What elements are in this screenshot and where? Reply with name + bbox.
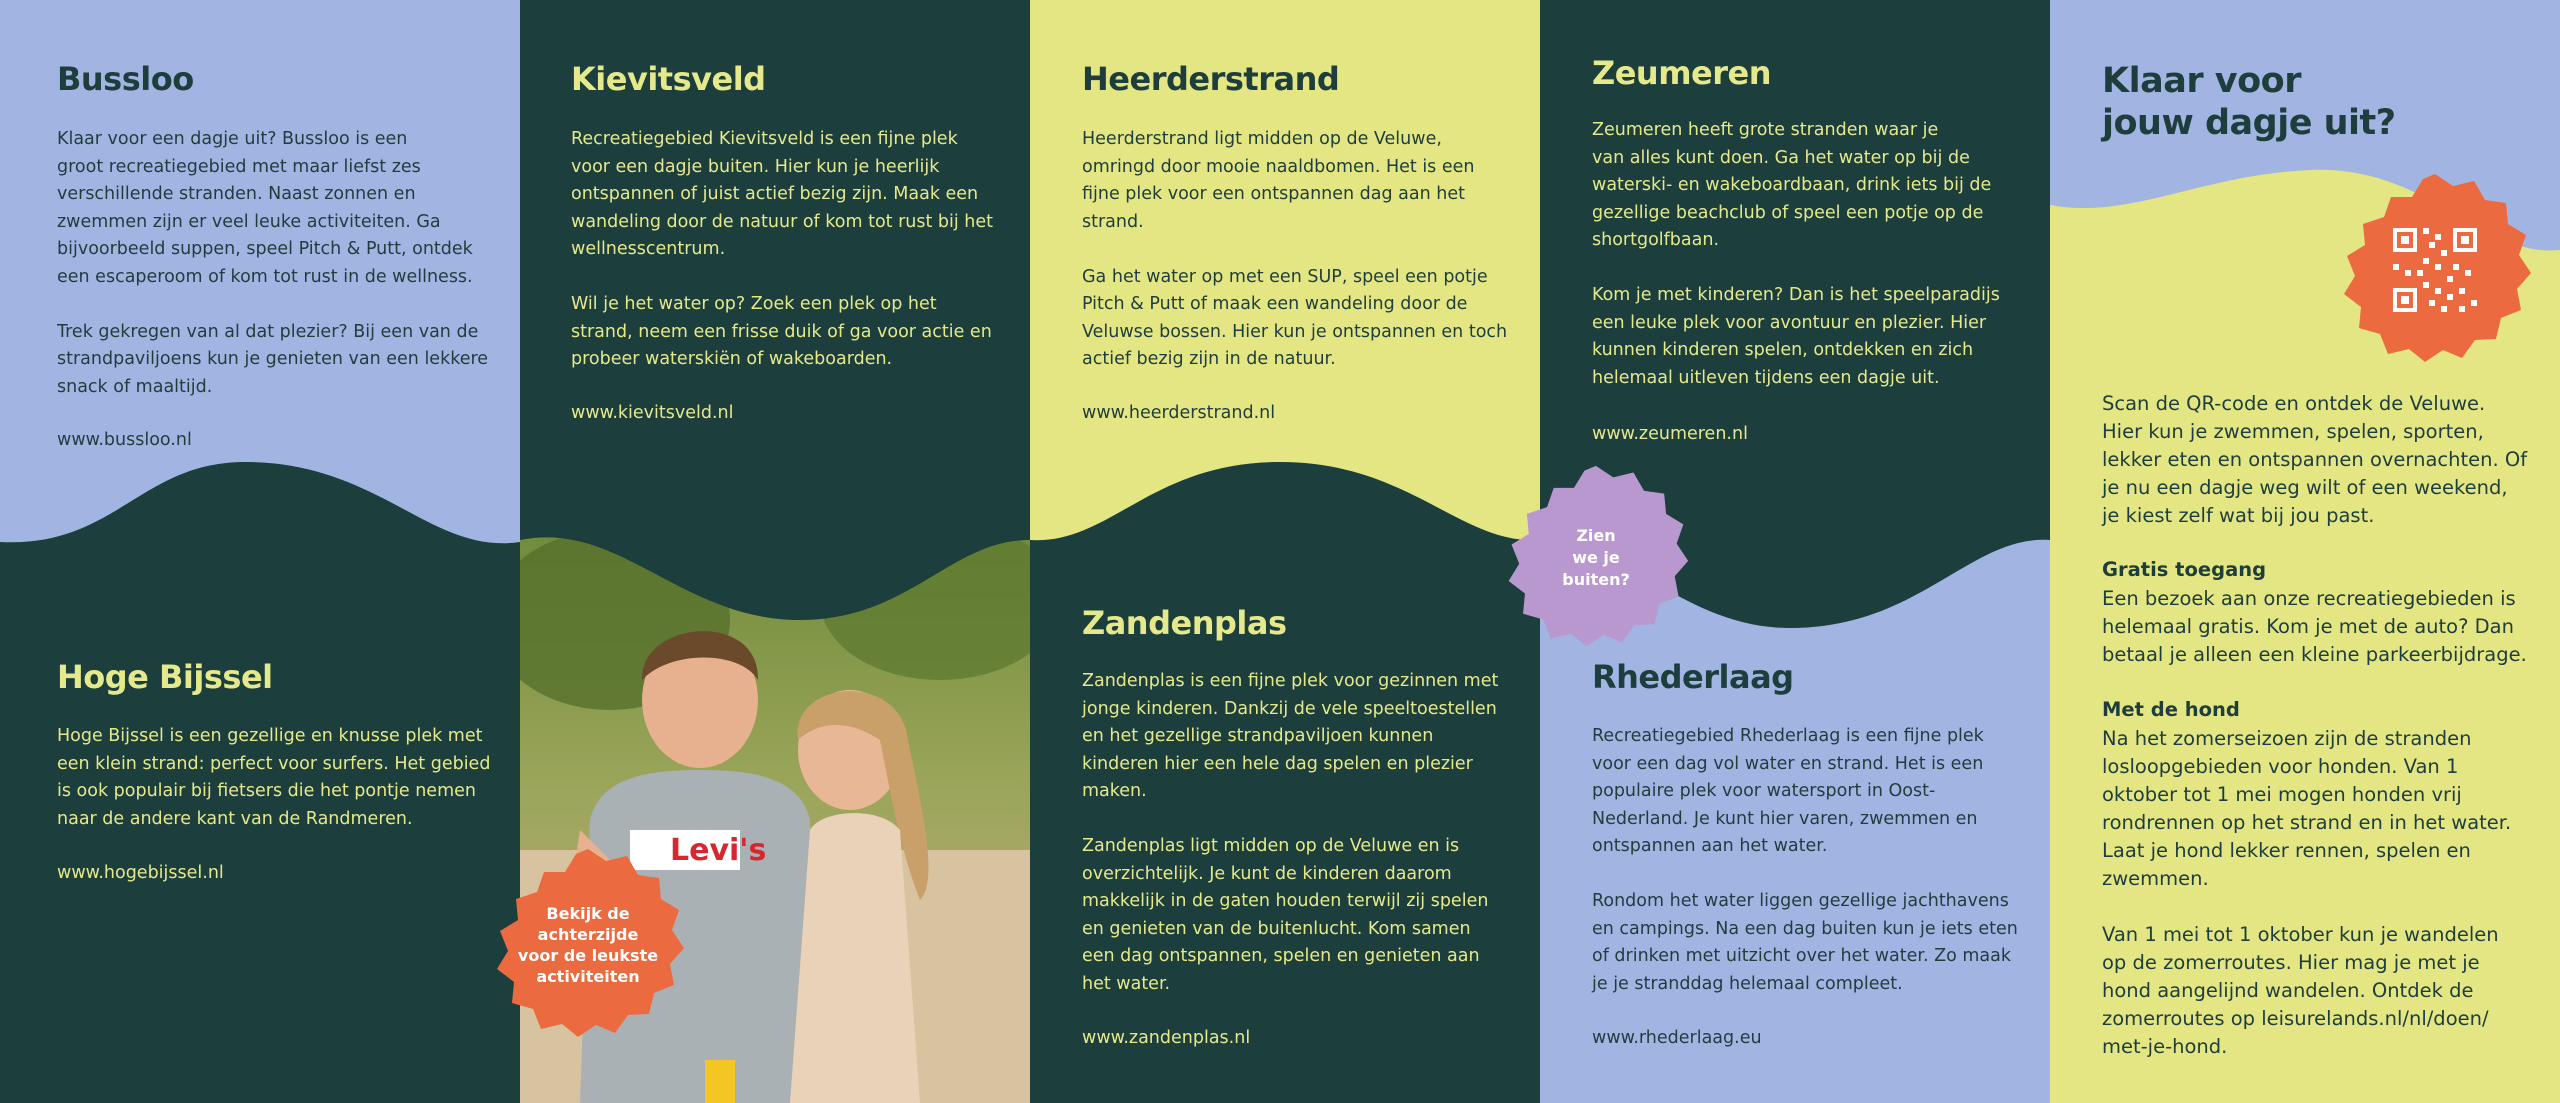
zeumeren-link[interactable]: www.zeumeren.nl [1592, 424, 1748, 444]
rhederlaag-link[interactable]: www.rhederlaag.eu [1592, 1028, 1762, 1048]
heerderstrand-text: Heerderstrand ligt midden op de Veluwe, omringd door mooie naaldbomen. Het is een fijne plek voor een ontspannen dag aan het strand. Ga het water op met een SUP, speel een potje Pitch & Putt of maak een wandeling door de Veluwse bossen. Hier kun je ontspannen en toch actief bezig zijn in de natuur. [1082, 129, 1508, 369]
klaar-title: Klaar voor jouw dagje uit? [2102, 61, 2396, 143]
zeumeren-text: Zeumeren heeft grote stranden waar je van alles kunt doen. Ga het water op bij de waterski- en wakeboardbaan, drink iets bij de gezellige beachclub of speel een potje op de shortgolfbaan. Kom je met kinderen? Dan is het speelparadijs een leuke plek voor avontuur en plezier. Hier kunnen kinderen spelen, ontdekken en zich helemaal uitleven tijdens een dagje uit. [1592, 120, 2000, 388]
shirt-logo: Levi's [670, 833, 767, 868]
qr-code-badge[interactable] [2335, 170, 2535, 370]
zandenplas-text: Zandenplas is een fijne plek voor gezinnen met jonge kinderen. Dankzij de vele speeltoestellen en het gezellige strandpaviljoen kunnen kinderen hier een hele dag spelen en plezier maken. Zandenplas ligt midden op de Veluwe en is overzichtelijk. Je kunt de kinderen daarom makkelijk in de gaten houden terwijl zij spelen en genieten van de buitenlucht. Kom samen een dag ontspannen, spelen en genieten aan het water. [1082, 671, 1499, 994]
panel-bussloo-hoge-bijssel [0, 0, 520, 1103]
panel-heerderstrand-zandenplas [1030, 0, 1540, 1103]
zien-badge-text: Zien we je buiten? [1562, 526, 1630, 589]
gratis-heading: Gratis toegang [2102, 558, 2267, 581]
bussloo-title: Bussloo [57, 60, 194, 98]
rhederlaag-text: Recreatiegebied Rhederlaag is een fijne plek voor een dag vol water en strand. Het is een populaire plek voor watersport in Oost- Nederland. Je kunt hier varen, zwemmen en ontspannen aan het water. Rondom het water liggen gezellige jachthavens en campings. Na een dag buiten kun je iets eten of drinken met uitzicht over het water. Zo maak je je stranddag helemaal compleet. [1592, 726, 2018, 994]
heerderstrand-title: Heerderstrand [1082, 60, 1340, 98]
bussloo-link[interactable]: www.bussloo.nl [57, 430, 192, 450]
zandenplas-title: Zandenplas [1082, 604, 1287, 642]
bussloo-text: Klaar voor een dagje uit? Bussloo is een groot recreatiegebied met maar liefst zes verschillende stranden. Naast zonnen en zwemmen zijn er veel leuke activiteiten. Ga bijvoorbeeld suppen, speel Pitch & Putt, ontdek een escaperoom of kom tot rust in de wellness. Trek gekregen van al dat plezier? Bij een van de strandpaviljoens kun je genieten van een lekkere snack of maaltijd. [57, 129, 489, 397]
bekijk-badge-text: Bekijk de achterzijde voor de leukste activiteiten [517, 904, 659, 986]
zien-we-je-buiten-badge [1500, 462, 1692, 654]
hoge-bijssel-link[interactable]: www.hogebijssel.nl [57, 863, 224, 883]
gratis-text: Een bezoek aan onze recreatiegebieden is helemaal gratis. Kom je met de auto? Dan betaal je alleen een kleine parkeerbijdrage. [2102, 587, 2527, 666]
kievitsveld-text: Recreatiegebied Kievitsveld is een fijne plek voor een dagje buiten. Hier kun je heerlijk ontspannen of juist actief bezig zijn. Maak een wandeling door de natuur of kom tot rust bij het wellnesscentrum. Wil je het water op? Zoek een plek op het strand, neem een frisse duik of ga voor actie en probeer waterskiën of wakeboarden. [571, 129, 994, 369]
rhederlaag-title: Rhederlaag [1592, 658, 1794, 696]
hond-text: Na het zomerseizoen zijn de stranden losloopgebieden voor honden. Van 1 oktober tot 1 mei mogen honden vrij rondrennen op het strand en in het water. Laat je hond lekker rennen, spelen en zwemmen. Van 1 mei tot 1 oktober kun je wandelen op de zomerroutes. Hier mag je met je hond aangelijnd wandelen. Ontdek de zomerroutes op leisurelands.nl/nl/doen/ met-je-hond. [2102, 727, 2512, 1058]
klaar-intro: Scan de QR-code en ontdek de Veluwe. Hier kun je zwemmen, spelen, sporten, lekker eten en ontspannen overnachten. Of je nu een dagje weg wilt of een weekend, je kiest zelf wat bij jou past. [2102, 392, 2528, 527]
hond-heading: Met de hond [2102, 698, 2240, 721]
zandenplas-link[interactable]: www.zandenplas.nl [1082, 1028, 1251, 1048]
kievitsveld-title: Kievitsveld [571, 60, 766, 98]
panel-klaar-voor-dagje-uit [2050, 0, 2560, 1103]
heerderstrand-link[interactable]: www.heerderstrand.nl [1082, 403, 1276, 423]
zeumeren-title: Zeumeren [1592, 54, 1771, 92]
qr-code-icon [2335, 170, 2535, 370]
hoge-bijssel-text: Hoge Bijssel is een gezellige en knusse plek met een klein strand: perfect voor surfers. Het gebied is ook populair bij fietsers die het pontje nemen naar de andere kant van de Randmeren. [57, 726, 491, 829]
kievitsveld-link[interactable]: www.kievitsveld.nl [571, 403, 734, 423]
bekijk-achterzijde-badge [488, 845, 688, 1045]
hoge-bijssel-title: Hoge Bijssel [57, 658, 273, 696]
